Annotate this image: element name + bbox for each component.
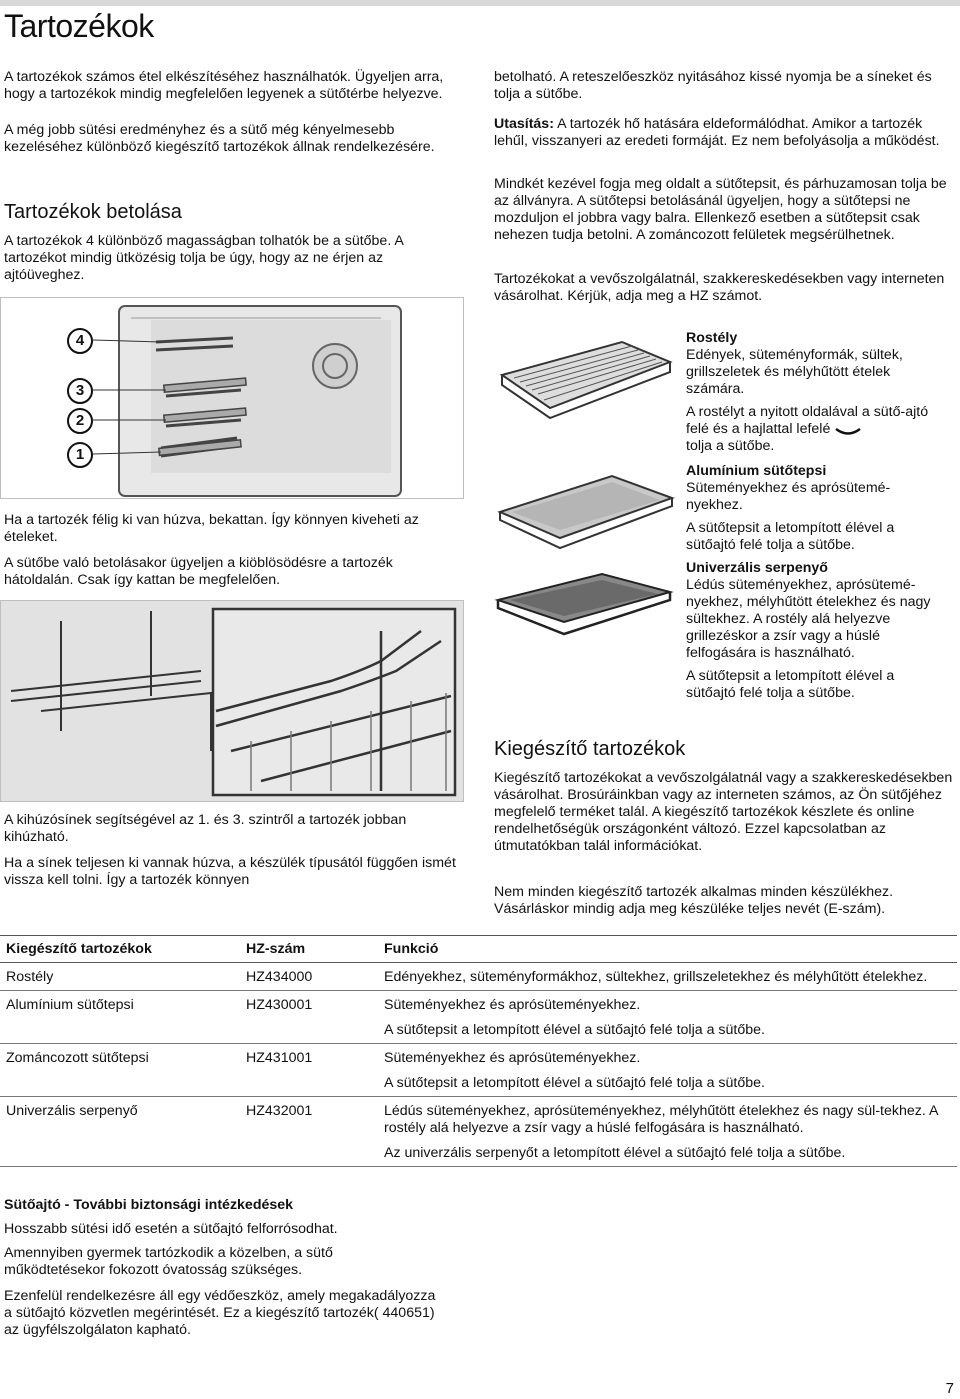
right-paragraph-1: betolható. A reteszelőeszköz nyitásához kissé nyomja be a síneket és tolja a sütőbe. [494,69,932,102]
grill-rack-image [492,330,677,460]
rack-note-text-2: tolja a sütőbe. [686,438,775,454]
right-paragraph-3: Tartozékokat a vevőszolgálatnál, szakkereskedésekben vagy interneten vásárolhat. Kérjük, adja meg a HZ számot. [494,271,945,304]
rail-detail-figure [0,600,464,802]
row-function [378,991,957,1044]
extra-heading: Kiegészítő tartozékok [494,738,686,760]
row-function [378,963,957,991]
oven-levels-figure [0,297,464,499]
door-paragraph-3: Ezenfelül rendelkezésre áll egy védőeszköz, amely megakadályozza a sütőajtó közvetlen megérintését. Ez a kiegészítő tartozék( 440651) az ügyfélszolgálaton kapható. [4,1288,436,1338]
intro-paragraph-2: A még jobb sütési eredményhez és a sütő még kényelmesebb kezeléséhez különböző kiegészítő tartozékok állnak rendelkezésére. [4,122,435,155]
table-row [0,991,957,1044]
insert-paragraph-4: A kihúzósínek segítségével az 1. és 3. szintről a tartozék jobban kihúzható. [4,812,407,845]
row-function-note: A sütőtepsit a letompított élével a sütőajtó felé tolja a sütőbe. [384,1022,765,1038]
header-hz: HZ-szám [240,936,378,963]
row-name: Rostély [0,963,240,991]
row-function-note: A sütőtepsit a letompított élével a sütőajtó felé tolja a sütőbe. [384,1075,765,1091]
row-hz: HZ431001 [240,1044,378,1097]
note-text: A tartozék hő hatására eldeformálódhat. Amikor a tartozék lehűl, visszanyeri az eredeti formáját. Ez nem befolyásolja a működést. [494,116,940,149]
pan-name: Univerzális serpenyő [686,560,828,576]
page-title: Tartozékok [4,8,154,44]
intro-paragraph-1: A tartozékok számos étel elkészítéséhez használhatók. Ügyeljen arra, hogy a tartozékok mindig megfelelően legyenek a sütőtérbe helyezve. [4,69,444,102]
page-number: 7 [945,1380,954,1397]
insert-paragraph-2: Ha a tartozék félig ki van húzva, bekattan. Így könnyen kiveheti az ételeket. [4,512,419,545]
row-function-text: Süteményekhez és aprósüteményekhez. [384,1050,641,1066]
extra-paragraph-1: Kiegészítő tartozékokat a vevőszolgálatnál vagy a szakkereskedésekben vásárolhat. Brosúráinkban vagy az interneten számos, az Ön sütőjéhez megfelelő terméket talál. A kiegészítő tartozékok készlete és online rendelhetőségük országonként változó. Ezzel kapcsolatban az útmutatókban talál információkat. [494,770,953,854]
table-row [0,963,957,991]
extra-paragraph-2: Nem minden kiegészítő tartozék alkalmas minden készülékhez. Vásárláskor mindig adja meg készüléke teljes nevét (E-szám). [494,884,894,917]
bend-down-icon [834,424,862,434]
row-name: Zománcozott sütőtepsi [0,1044,240,1097]
level-3-badge: 3 [67,378,93,404]
pan-note: A sütőtepsit a letompított élével a sütőajtó felé tolja a sütőbe. [686,668,895,701]
row-function [378,1044,957,1097]
universal-pan-image [492,570,677,650]
accessories-table [0,935,957,1167]
insert-paragraph-1: A tartozékok 4 különböző magasságban tolhatók be a sütőbe. A tartozékot mindig ütközésig tolja be úgy, hogy az ne érjen az ajtóüveghez. [4,233,404,283]
alu-tray-note: A sütőtepsit a letompított élével a sütőajtó felé tolja a sütőbe. [686,520,895,553]
door-paragraph-2: Amennyiben gyermek tartózkodik a közelben, a sütő működtetésekor fokozott óvatosság szükséges. [4,1245,333,1278]
alu-tray-name: Alumínium sütőtepsi [686,463,827,479]
row-function-text: Lédús süteményekhez, aprósüteményekhez, mélyhűtött ételekhez és nagy sül-tekhez. A rostély alá helyezve a zsír vagy a húslé felfogására is használható. [384,1103,938,1136]
row-name: Univerzális serpenyő [0,1097,240,1167]
row-function-text: Süteményekhez és aprósüteményekhez. [384,997,641,1013]
insert-paragraph-5: Ha a sínek teljesen ki vannak húzva, a készülék típusától függően ismét vissza kell tolni. Így a tartozék könnyen [4,855,456,888]
level-4-badge: 4 [67,328,93,354]
insert-paragraph-3: A sütőbe való betolásakor ügyeljen a kiöblösödésre a tartozék hátoldalán. Csak így kattan be megfelelően. [4,555,393,588]
rack-note-text: A rostélyt a nyitott oldalával a sütő-ajtó felé és a hajlattal lefelé [686,404,929,437]
accessory-description-list [686,330,946,702]
insert-heading: Tartozékok betolása [4,201,182,223]
note-label: Utasítás: [494,116,554,132]
header-accessory: Kiegészítő tartozékok [0,936,240,963]
rack-name: Rostély [686,330,738,346]
rack-description: Edények, süteményformák, sültek, grillszeletek és mélyhűtött ételek számára. [686,347,903,397]
row-hz: HZ430001 [240,991,378,1044]
table-header-row [0,936,957,963]
row-name: Alumínium sütőtepsi [0,991,240,1044]
row-function-note: Az univerzális serpenyőt a letompított élével a sütőajtó felé tolja a sütőbe. [384,1145,846,1161]
header-function: Funkció [378,936,957,963]
row-function [378,1097,957,1167]
table-row [0,1044,957,1097]
level-2-badge: 2 [67,408,93,434]
right-paragraph-2: Mindkét kezével fogja meg oldalt a sütőtepsit, és párhuzamosan tolja be az állványra. A sütőtepsi betolásánál ügyeljen, hogy a sütőtepsi ne mozduljon el jobbra vagy balra. Ellenkező esetben a sütőtepsit csak nehezen tudja betolni. A zománcozott felületek megsérülhetnek. [494,176,947,243]
door-heading: Sütőajtó - További biztonsági intézkedések [4,1197,294,1213]
top-rule [0,0,960,6]
row-hz: HZ434000 [240,963,378,991]
row-function-text: Edényekhez, süteményformákhoz, sültekhez, grillszeletekhez és mélyhűtött ételekhez. [384,969,928,985]
door-paragraph-1: Hosszabb sütési idő esetén a sütőajtó felforrósodhat. [4,1221,338,1237]
level-1-badge: 1 [67,442,93,468]
rail-illustration [1,601,463,801]
alu-tray-description: Süteményekhez és aprósütemé-nyekhez. [686,480,891,513]
table-row [0,1097,957,1167]
note-paragraph [494,116,956,150]
row-hz: HZ432001 [240,1097,378,1167]
pan-description: Lédús süteményekhez, aprósütemé-nyekhez, mélyhűtött ételekhez és nagy sültekhez. A rostély alá helyezve grillezéskor a zsír vagy a húslé felfogására is használható. [686,577,931,661]
aluminium-tray-image [492,468,677,568]
rack-note [686,404,946,455]
